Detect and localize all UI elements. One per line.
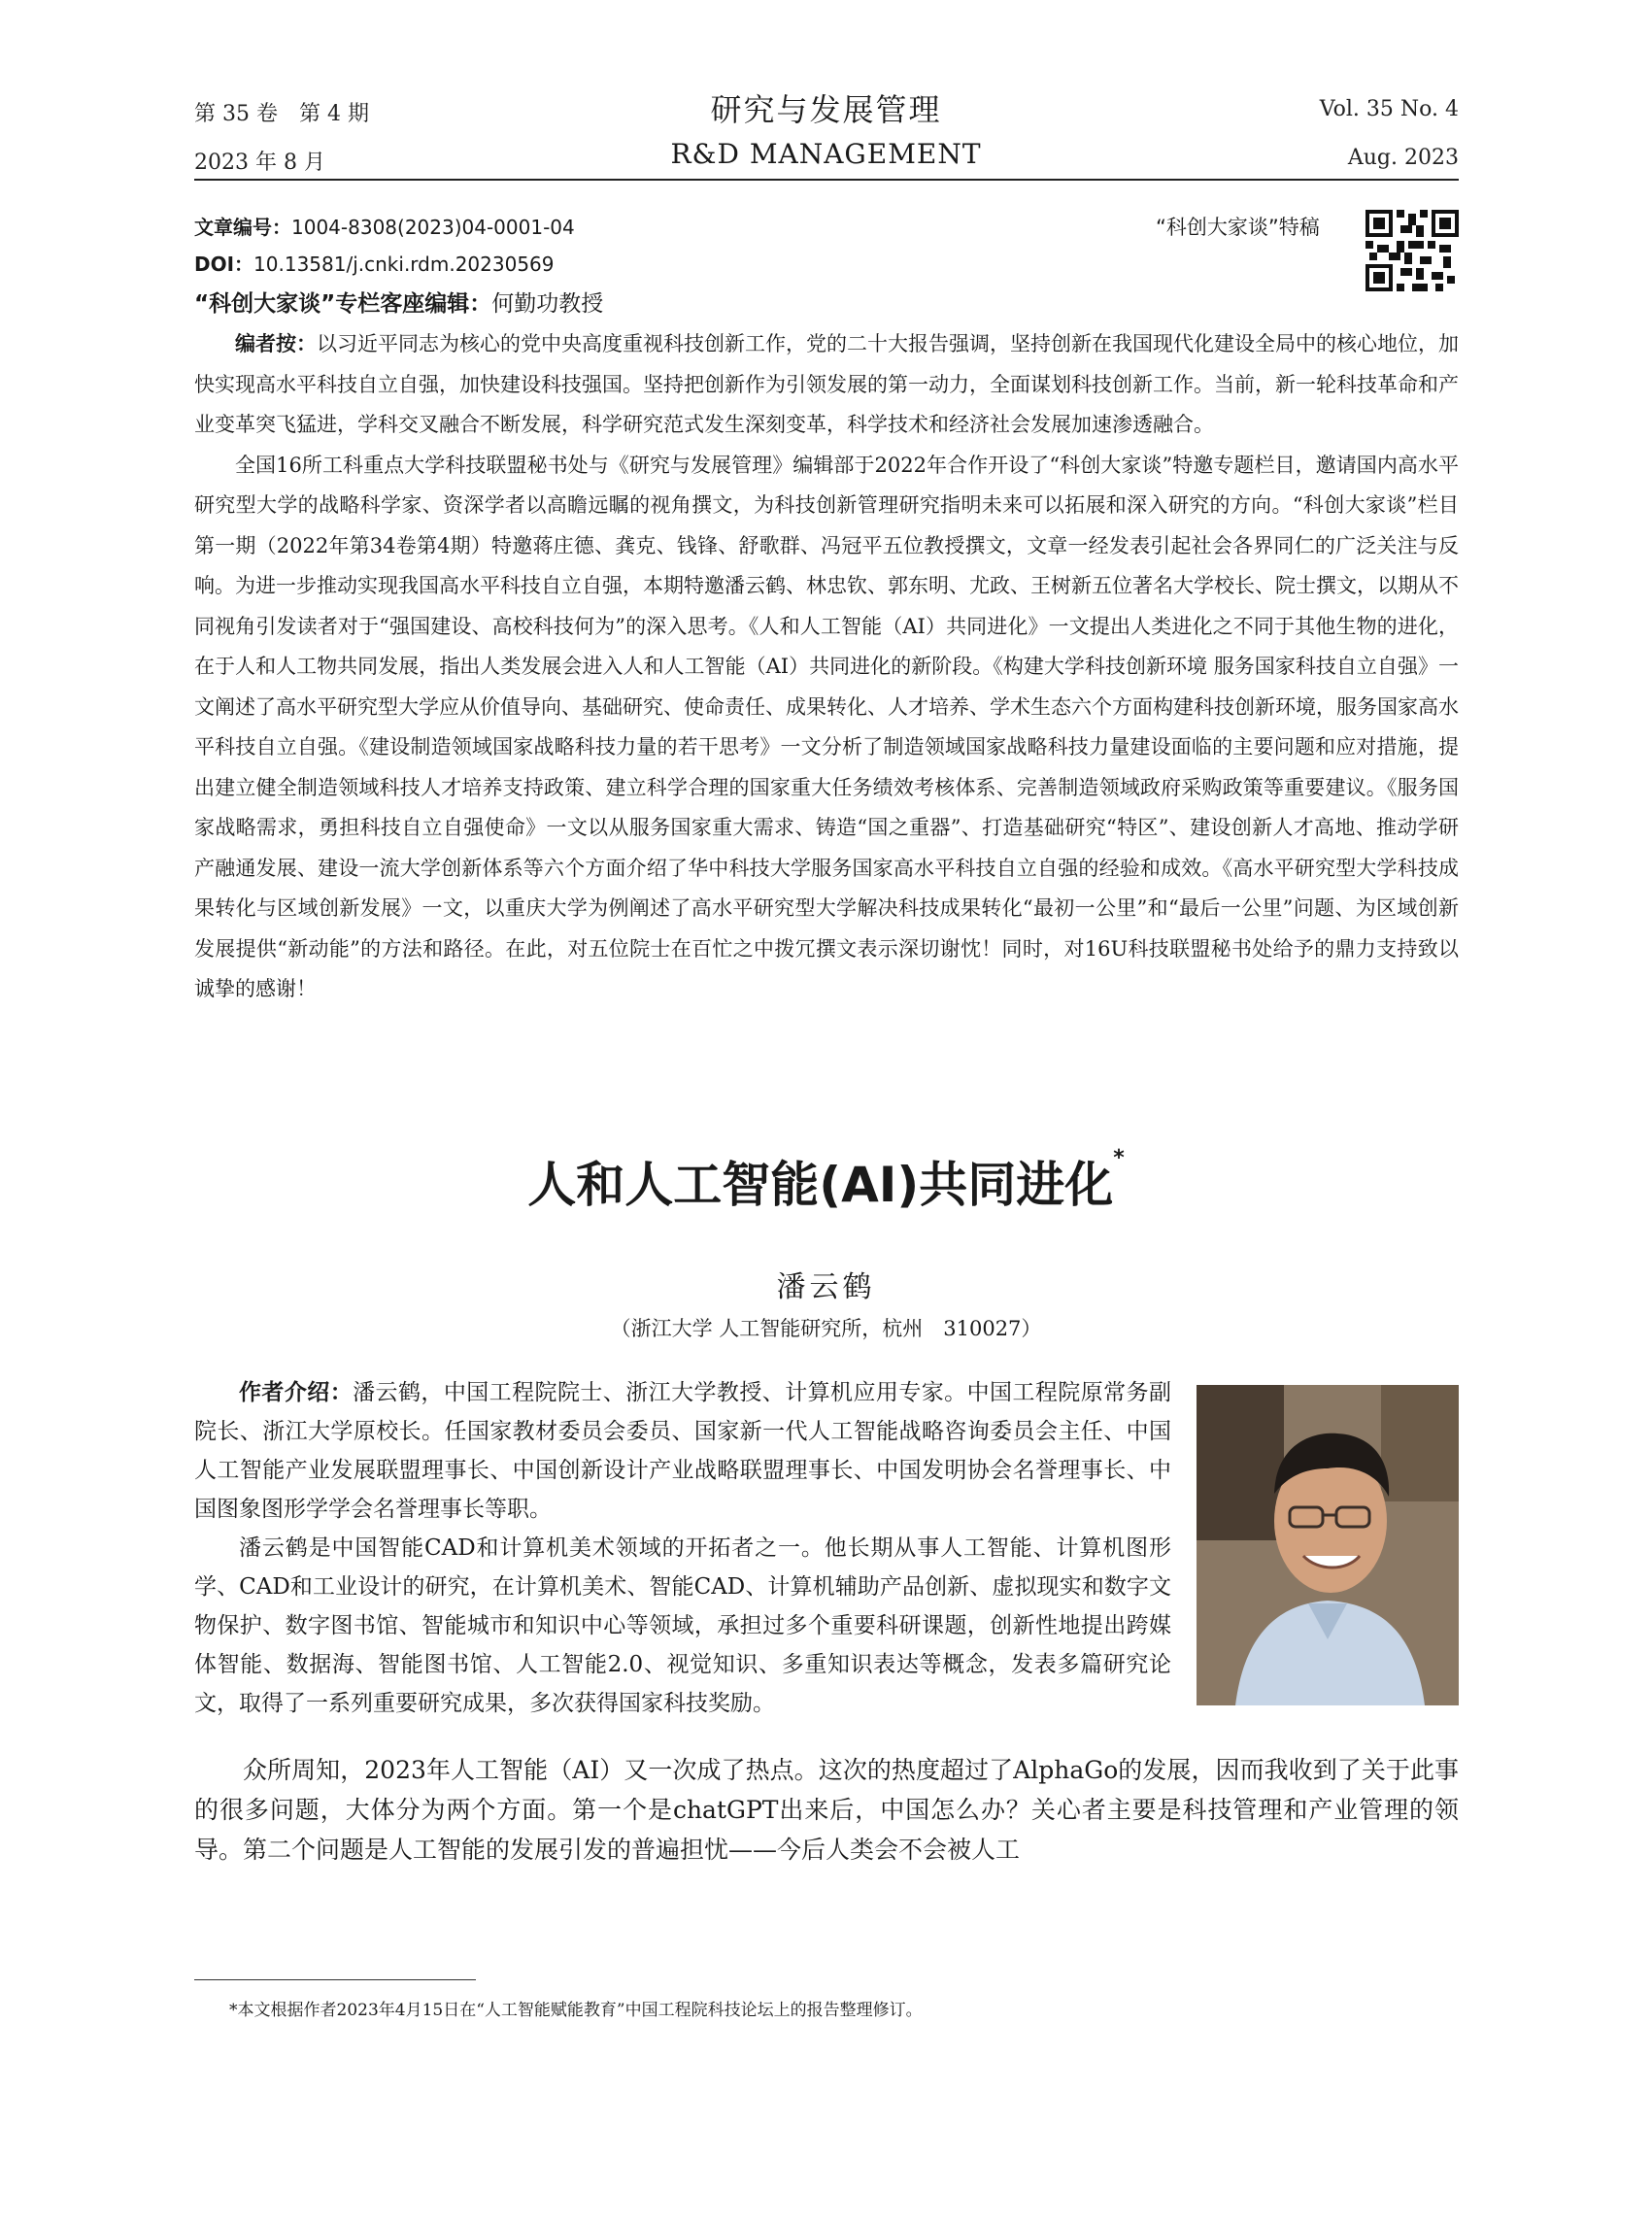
column-editor-label: “科创大家谈”专栏客座编辑：	[194, 291, 492, 317]
editor-note-label: 编者按：	[235, 332, 317, 355]
journal-title-en: R&D MANAGEMENT	[670, 138, 982, 170]
header-rule	[194, 179, 1459, 181]
issue-date: 2023 年 8 月	[194, 151, 325, 175]
affiliation: （浙江大学 人工智能研究所，杭州 310027）	[610, 1317, 1042, 1340]
volume-issue: 第 35 卷 第 4 期	[194, 102, 369, 126]
editor-note-p1-text: 以习近平同志为核心的党中央高度重视科技创新工作，党的二十大报告强调，坚持创新在我国现代化建设全局中的核心地位，加快实现高水平科技自立自强，加快建设科技强国。坚持把创新作为引领发展的第一动力，全面谋划科技创新工作。当前，新一轮科技革命和产业变革突飞猛进，学科交叉融合不断发展，科学研究范式发生深刻变革，科学技术和经济社会发展加速渗透融合。	[194, 332, 1459, 436]
author-bio-p1-text: 潘云鹤，中国工程院院士、浙江大学教授、计算机应用专家。中国工程院原常务副院长、浙江大学原校长。任国家教材委员会委员、国家新一代人工智能战略咨询委员会主任、中国人工智能产业发展联盟理事长、中国创新设计产业战略联盟理事长、中国发明协会名誉理事长、中国图象图形学学会名誉理事长等职。	[194, 1380, 1172, 1522]
author-name: 潘云鹤	[776, 1270, 876, 1304]
editor-note	[194, 324, 1459, 1010]
author-bio-p1	[194, 1373, 1171, 1529]
doi	[194, 249, 555, 277]
qr-code-icon	[1365, 210, 1459, 291]
column-editor-value: 何勤功教授	[491, 291, 604, 317]
footnote-rule	[194, 1979, 476, 1980]
article-title	[0, 1146, 1652, 1216]
article-number	[194, 212, 575, 240]
author-bio-label: 作者介绍：	[239, 1380, 354, 1405]
article-number-label: 文章编号：	[194, 216, 291, 239]
feature-tag: “科创大家谈”特稿	[1156, 216, 1320, 239]
editor-note-p2: 全国16所工科重点大学科技联盟秘书处与《研究与发展管理》编辑部于2022年合作开设了“科创大家谈”特邀专题栏目，邀请国内高水平研究型大学的战略科学家、资深学者以高瞻远瞩的视角撰文，为科技创新管理研究指明未来可以拓展和深入研究的方向。“科创大家谈”栏目第一期（2022年第34卷第4期）特邀蒋庄德、龚克、钱锋、舒歌群、冯冠平五位教授撰文，文章一经发表引起社会各界同仁的广泛关注与反响。为进一步推动实现我国高水平科技自立自强，本期特邀潘云鹤、林忠钦、郭东明、尤政、王树新五位著名大学校长、院士撰文，以期从不同视角引发读者对于“强国建设、高校科技何为”的深入思考。《人和人工智能（AI）共同进化》一文提出人类进化之不同于其他生物的进化，在于人和人工物共同发展，指出人类发展会进入人和人工智能（AI）共同进化的新阶段。《构建大学科技创新环境 服务国家科技自立自强》一文阐述了高水平研究型大学应从价值导向、基础研究、使命责任、成果转化、人才培养、学术生态六个方面构建科技创新环境，服务国家高水平科技自立自强。《建设制造领域国家战略科技力量的若干思考》一文分析了制造领域国家战略科技力量建设面临的主要问题和应对措施，提出建立健全制造领域科技人才培养支持政策、建立科学合理的国家重大任务绩效考核体系、完善制造领域政府采购政策等重要建议。《服务国家战略需求，勇担科技自立自强使命》一文以从服务国家重大需求、铸造“国之重器”、打造基础研究“特区”、建设创新人才高地、推动学研产融通发展、建设一流大学创新体系等六个方面介绍了华中科技大学服务国家高水平科技自立自强的经验和成效。《高水平研究型大学科技成果转化与区域创新发展》一文，以重庆大学为例阐述了高水平研究型大学解决科技成果转化“最初一公里”和“最后一公里”问题、为区域创新发展提供“新动能”的方法和路径。在此，对五位院士在百忙之中拨冗撰文表示深切谢忱！同时，对16U科技联盟秘书处给予的鼎力支持致以诚挚的感谢！	[194, 453, 1459, 1000]
footnote: *本文根据作者2023年4月15日在“人工智能赋能教育”中国工程院科技论坛上的报告整理修订。	[229, 2001, 923, 2020]
title-footnote-mark: *	[1113, 1146, 1125, 1170]
doi-value: 10.13581/j.cnki.rdm.20230569	[253, 253, 555, 276]
volume-issue-en: Vol. 35 No. 4	[1319, 97, 1459, 121]
issue-date-en: Aug. 2023	[1347, 146, 1459, 170]
doi-label: DOI：	[194, 253, 254, 276]
column-editor	[194, 286, 603, 318]
journal-title: 研究与发展管理	[710, 91, 942, 128]
body-text	[194, 1750, 1459, 1870]
author-bio-p2: 潘云鹤是中国智能CAD和计算机美术领域的开拓者之一。他长期从事人工智能、计算机图形学、CAD和工业设计的研究，在计算机美术、智能CAD、计算机辅助产品创新、虚拟现实和数字文物保护、数字图书馆、智能城市和知识中心等领域，承担过多个重要科研课题，创新性地提出跨媒体智能、数据海、智能图书馆、人工智能2.0、视觉知识、多重知识表达等概念，发表多篇研究论文，取得了一系列重要研究成果，多次获得国家科技奖励。	[194, 1535, 1171, 1716]
article-title-text: 人和人工智能(AI)共同进化	[527, 1157, 1114, 1213]
author-photo	[1197, 1385, 1459, 1705]
editor-note-p1	[194, 324, 1459, 446]
author-bio	[194, 1373, 1171, 1723]
article-number-value: 1004-8308(2023)04-0001-04	[291, 216, 575, 239]
body-paragraph-1: 众所周知，2023年人工智能（AI）又一次成了热点。这次的热度超过了AlphaGo的发展，因而我收到了关于此事的很多问题，大体分为两个方面。第一个是chatGPT出来后，中国怎么办？关心者主要是科技管理和产业管理的领导。第二个问题是人工智能的发展引发的普遍担忧——今后人类会不会被人工	[194, 1756, 1459, 1864]
